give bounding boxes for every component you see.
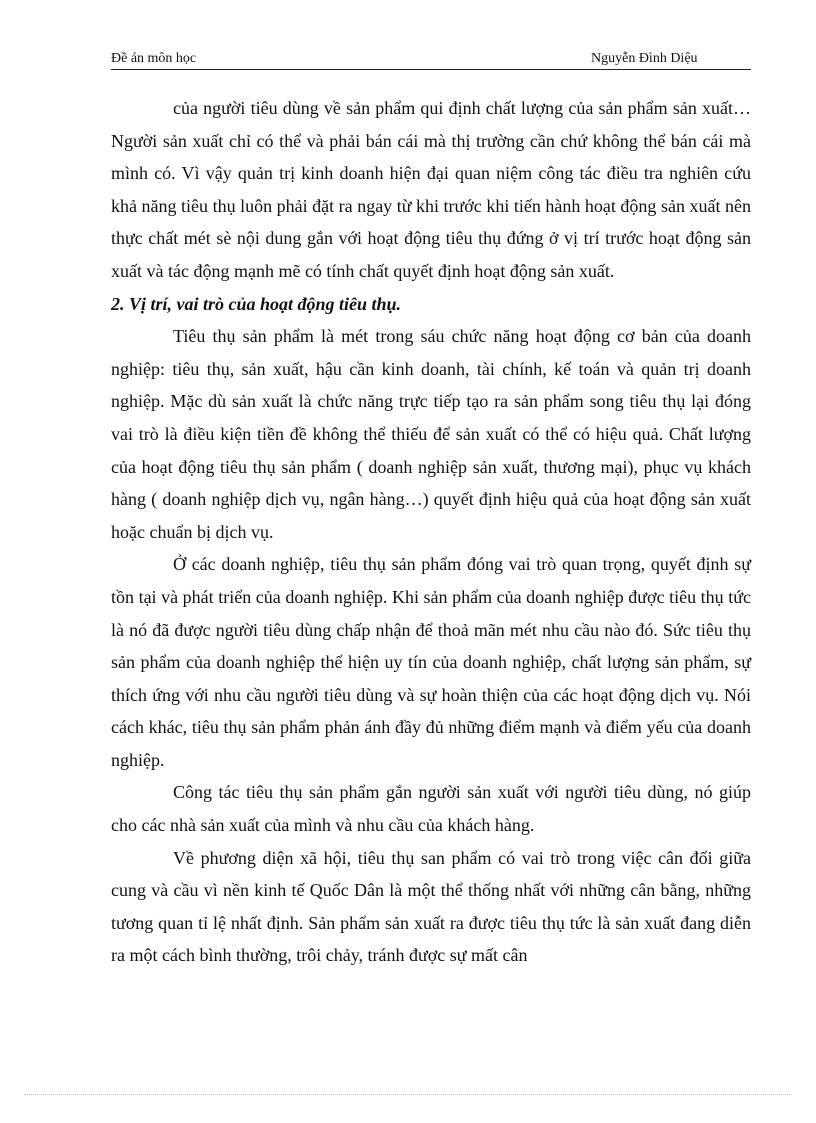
paragraph-2: Tiêu thụ sản phẩm là mét trong sáu chức năng hoạt động cơ bản của doanh nghiệp: tiêu thụ, sản xuất, hậu cần kinh doanh, tài chính, kế toán và quản trị doanh nghiệp. Mặc dù sản xuất là chức năng trực tiếp tạo ra sản phẩm song tiêu thụ lại đóng vai trò là điều kiện tiền đề không thể thiếu để sản xuất có thể có hiệu quả. Chất lượng của hoạt động tiêu thụ sản phẩm ( doanh nghiệp sản xuất, thương mại), phục vụ khách hàng ( doanh nghiệp dịch vụ, ngân hàng…) quyết định hiệu quả của hoạt động sản xuất hoặc chuẩn bị dịch vụ.	[111, 326, 751, 542]
paragraph-3: Ở các doanh nghiệp, tiêu thụ sản phẩm đóng vai trò quan trọng, quyết định sự tồn tại và phát triển của doanh nghiệp. Khi sản phẩm của doanh nghiệp được tiêu thụ tức là nó đã được người tiêu dùng chấp nhận để thoả mãn mét nhu cầu nào đó. Sức tiêu thụ sản phẩm của doanh nghiệp thể hiện uy tín của doanh nghiệp, chất lượng sản phẩm, sự thích ứng với nhu cầu người tiêu dùng và sự hoàn thiện của các hoạt động dịch vụ. Nói cách khác, tiêu thụ sản phẩm phản ánh đầy đủ những điểm mạnh và điểm yếu của doanh nghiệp.	[111, 554, 751, 770]
document-body	[111, 92, 751, 972]
page-header	[111, 49, 751, 70]
paragraph-5: Về phương diện xã hội, tiêu thụ san phẩm có vai trò trong việc cân đối giữa cung và cầu vì nền kinh tế Quốc Dân là một thể thống nhất với những cân bằng, những tương quan tỉ lệ nhất định. Sản phẩm sản xuất ra được tiêu thụ tức là sản xuất đang diễn ra một cách bình thường, trôi chảy, tránh được sự mất cân	[111, 847, 751, 966]
section-heading: 2. Vị trí, vai trò của hoạt động tiêu thụ.	[111, 293, 402, 314]
header-course-title: Đề án môn học	[111, 51, 197, 66]
paragraph-4: Công tác tiêu thụ sản phẩm gắn người sản xuất với người tiêu dùng, nó giúp cho các nhà sản xuất của mình và nhu cầu của khách hàng.	[111, 782, 751, 836]
header-author-name: Nguyễn Đình Diệu	[591, 51, 698, 66]
page-bottom-divider	[24, 1094, 792, 1095]
paragraph-1: của người tiêu dùng về sản phẩm qui định chất lượng của sản phẩm sản xuất…Người sản xuất chỉ có thể và phải bán cái mà thị trường cần chứ không thể bán cái mà mình có. Vì vậy quản trị kinh doanh hiện đại quan niệm công tác điều tra nghiên cứu khả năng tiêu thụ luôn phải đặt ra ngay từ khi trước khi tiến hành hoạt động sản xuất nên thực chất mét sè nội dung gắn với hoạt động tiêu thụ đứng ở vị trí trước hoạt động sản xuất và tác động mạnh mẽ có tính chất quyết định hoạt động sản xuất.	[111, 98, 751, 281]
